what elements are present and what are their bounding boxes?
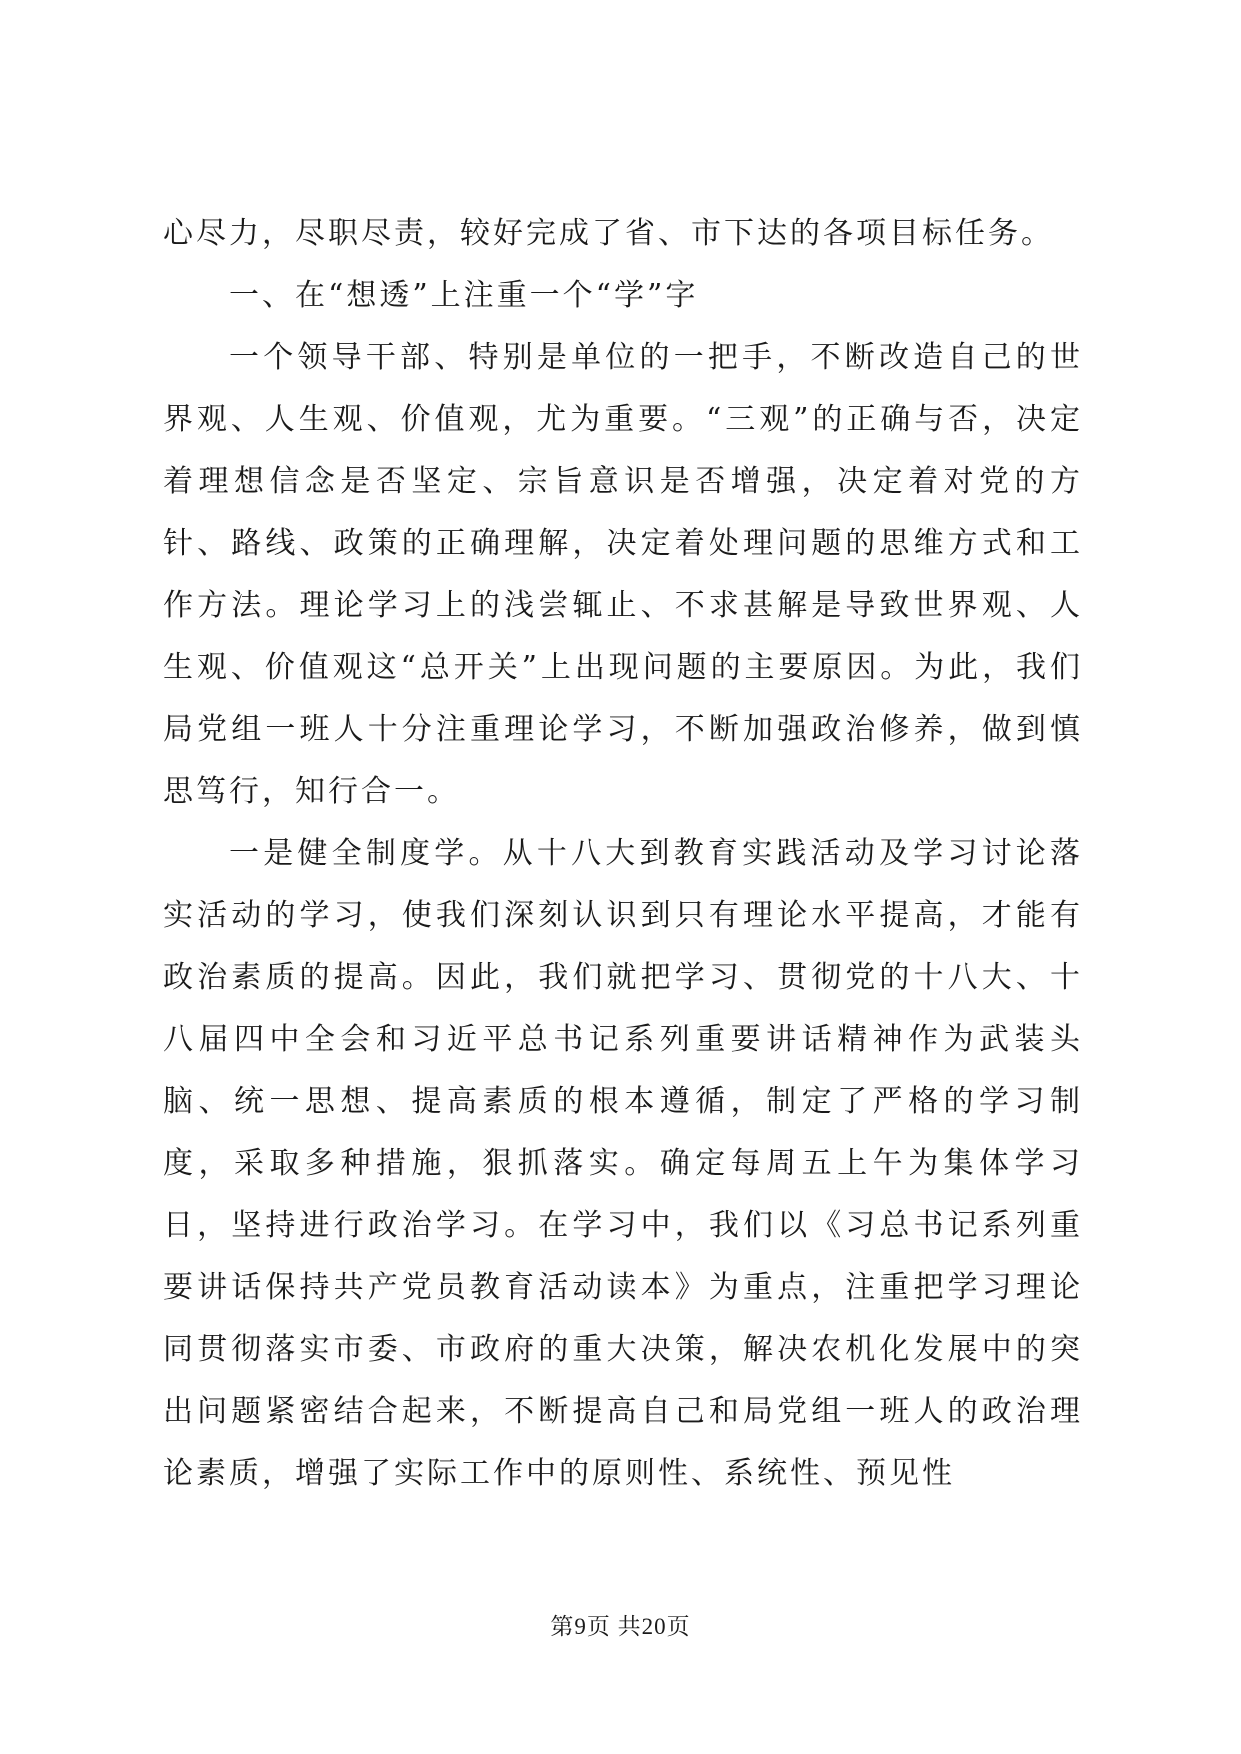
paragraph-continuation: 心尽力，尽职尽责，较好完成了省、市下达的各项目标任务。	[163, 216, 1054, 251]
document-body	[163, 203, 1083, 1505]
paragraph-body: 一是健全制度学。从十八大到教育实践活动及学习讨论落实活动的学习，使我们深刻认识到只有理论水平提高，才能有政治素质的提高。因此，我们就把学习、贯彻党的十八大、十八届四中全会和习近平总书记系列重要讲话精神作为武装头脑、统一思想、提高素质的根本遵循，制定了严格的学习制度，采取多种措施，狠抓落实。确定每周五上午为集体学习日，坚持进行政治学习。在学习中，我们以《习总书记系列重要讲话保持共产党员教育活动读本》为重点，注重把学习理论同贯彻落实市委、市政府的重大决策，解决农机化发展中的突出问题紧密结合起来，不断提高自己和局党组一班人的政治理论素质，增强了实际工作中的原则性、系统性、预见性	[163, 836, 1083, 1491]
page-footer: 第9页 共20页	[550, 1614, 691, 1639]
section-heading: 一、在“想透”上注重一个“学”字	[229, 278, 699, 313]
paragraph-body: 一个领导干部、特别是单位的一把手，不断改造自己的世界观、人生观、价值观，尤为重要。“三观”的正确与否，决定着理想信念是否坚定、宗旨意识是否增强，决定着对党的方针、路线、政策的正确理解，决定着处理问题的思维方式和工作方法。理论学习上的浅尝辄止、不求甚解是导致世界观、人生观、价值观这“总开关”上出现问题的主要原因。为此，我们局党组一班人十分注重理论学习，不断加强政治修养，做到慎思笃行，知行合一。	[163, 340, 1083, 809]
